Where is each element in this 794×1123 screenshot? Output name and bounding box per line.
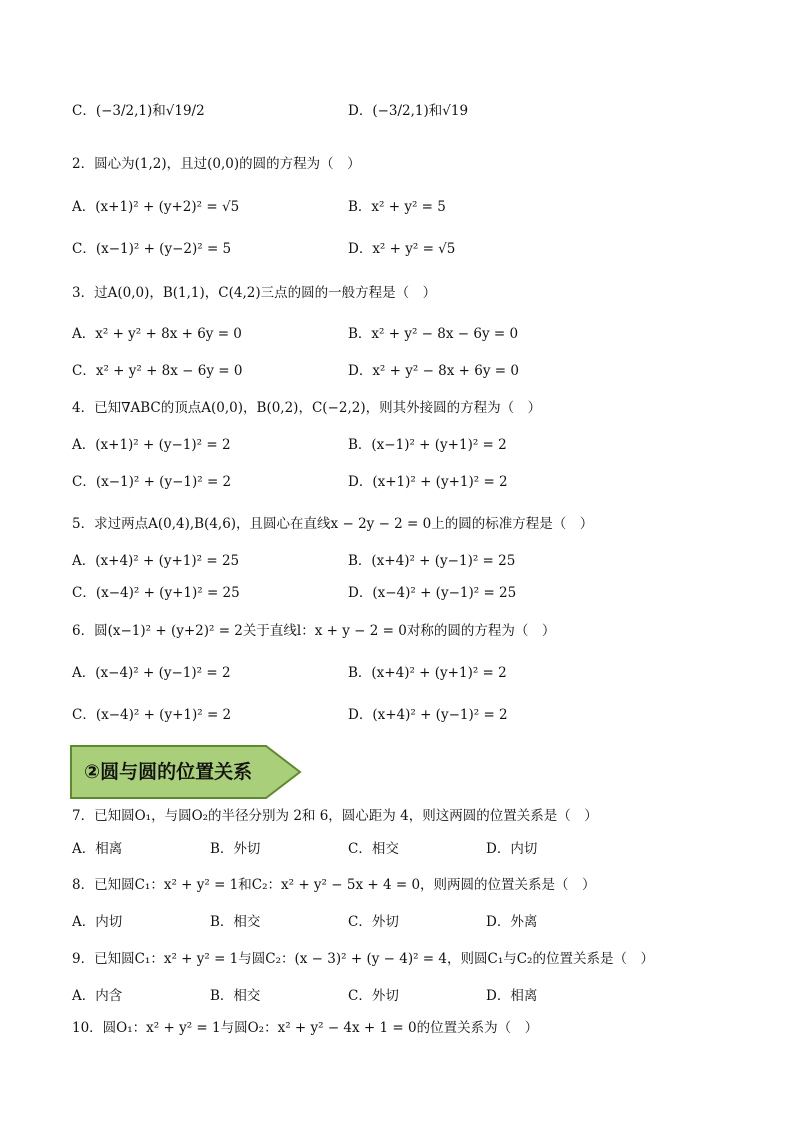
q5-stem: 5．求过两点A(0,4),B(4,6)，且圆心在直线x − 2y − 2 = 0上的圆的标准方程是（ ） bbox=[72, 516, 594, 532]
q2-stem: 2．圆心为(1,2)，且过(0,0)的圆的方程为（ ） bbox=[72, 156, 361, 172]
q10-stem: 10．圆O₁：x² + y² = 1与圆O₂：x² + y² − 4x + 1 = 0的位置关系为（ ） bbox=[72, 1020, 539, 1036]
q5-option-a: A．(x+4)² + (y+1)² = 25 bbox=[72, 553, 240, 569]
q5-option-d: D．(x−4)² + (y−1)² = 25 bbox=[348, 585, 517, 601]
q2-option-a: A．(x+1)² + (y+2)² = √5 bbox=[72, 199, 240, 215]
q3-option-b: B．x² + y² − 8x − 6y = 0 bbox=[348, 326, 519, 342]
q8-option-c: C．外切 bbox=[348, 914, 399, 930]
q8-option-b: B．相交 bbox=[210, 914, 261, 930]
q4-option-c: C．(x−1)² + (y−1)² = 2 bbox=[72, 474, 232, 490]
q7-option-a: A．相离 bbox=[72, 841, 123, 857]
q3-option-d: D．x² + y² − 8x + 6y = 0 bbox=[348, 363, 519, 379]
q9-option-a: A．内含 bbox=[72, 988, 123, 1004]
q8-stem: 8．已知圆C₁：x² + y² = 1和C₂：x² + y² − 5x + 4 = 0，则两圆的位置关系是（ ） bbox=[72, 877, 596, 893]
section-banner bbox=[70, 745, 300, 797]
q9-stem: 9．已知圆C₁：x² + y² = 1与圆C₂：(x − 3)² + (y − 4)² = 4，则圆C₁与C₂的位置关系是（ ） bbox=[72, 951, 654, 967]
q3-option-a: A．x² + y² + 8x + 6y = 0 bbox=[72, 326, 242, 342]
q7-option-d: D．内切 bbox=[486, 841, 538, 857]
q7-option-c: C．相交 bbox=[348, 841, 399, 857]
q3-stem: 3．过A(0,0)，B(1,1)，C(4,2)三点的圆的一般方程是（ ） bbox=[72, 285, 437, 301]
q9-option-d: D．相离 bbox=[486, 988, 538, 1004]
q2-option-b: B．x² + y² = 5 bbox=[348, 199, 446, 215]
q4-stem: 4．已知∇ABC的顶点A(0,0)，B(0,2)，C(−2,2)，则其外接圆的方程为（ ） bbox=[72, 400, 542, 416]
q4-option-d: D．(x+1)² + (y+1)² = 2 bbox=[348, 474, 508, 490]
q9-option-c: C．外切 bbox=[348, 988, 399, 1004]
q4-option-b: B．(x−1)² + (y+1)² = 2 bbox=[348, 437, 507, 453]
q2-option-c: C．(x−1)² + (y−2)² = 5 bbox=[72, 241, 232, 257]
q6-option-a: A．(x−4)² + (y−1)² = 2 bbox=[72, 665, 231, 681]
q6-option-d: D．(x+4)² + (y−1)² = 2 bbox=[348, 707, 508, 723]
q9-option-b: B．相交 bbox=[210, 988, 261, 1004]
q5-option-c: C．(x−4)² + (y+1)² = 25 bbox=[72, 585, 240, 601]
q2-option-d: D．x² + y² = √5 bbox=[348, 241, 456, 257]
q6-option-b: B．(x+4)² + (y+1)² = 2 bbox=[348, 665, 507, 681]
section-title: ②圆与圆的位置关系 bbox=[84, 761, 253, 783]
q4-option-a: A．(x+1)² + (y−1)² = 2 bbox=[72, 437, 231, 453]
q6-stem: 6．圆(x−1)² + (y+2)² = 2关于直线l：x + y − 2 = 0对称的圆的方程为（ ） bbox=[72, 623, 556, 639]
q7-stem: 7．已知圆O₁，与圆O₂的半径分别为 2和 6，圆心距为 4，则这两圆的位置关系是（ ） bbox=[72, 808, 598, 824]
q6-option-c: C．(x−4)² + (y+1)² = 2 bbox=[72, 707, 232, 723]
q5-option-b: B．(x+4)² + (y−1)² = 25 bbox=[348, 553, 516, 569]
q7-option-b: B．外切 bbox=[210, 841, 261, 857]
q1-option-d: D．(−3/2,1)和√19 bbox=[348, 103, 469, 119]
q8-option-a: A．内切 bbox=[72, 914, 123, 930]
q1-option-c: C．(−3/2,1)和√19/2 bbox=[72, 103, 205, 119]
q8-option-d: D．外离 bbox=[486, 914, 538, 930]
q3-option-c: C．x² + y² + 8x − 6y = 0 bbox=[72, 363, 243, 379]
